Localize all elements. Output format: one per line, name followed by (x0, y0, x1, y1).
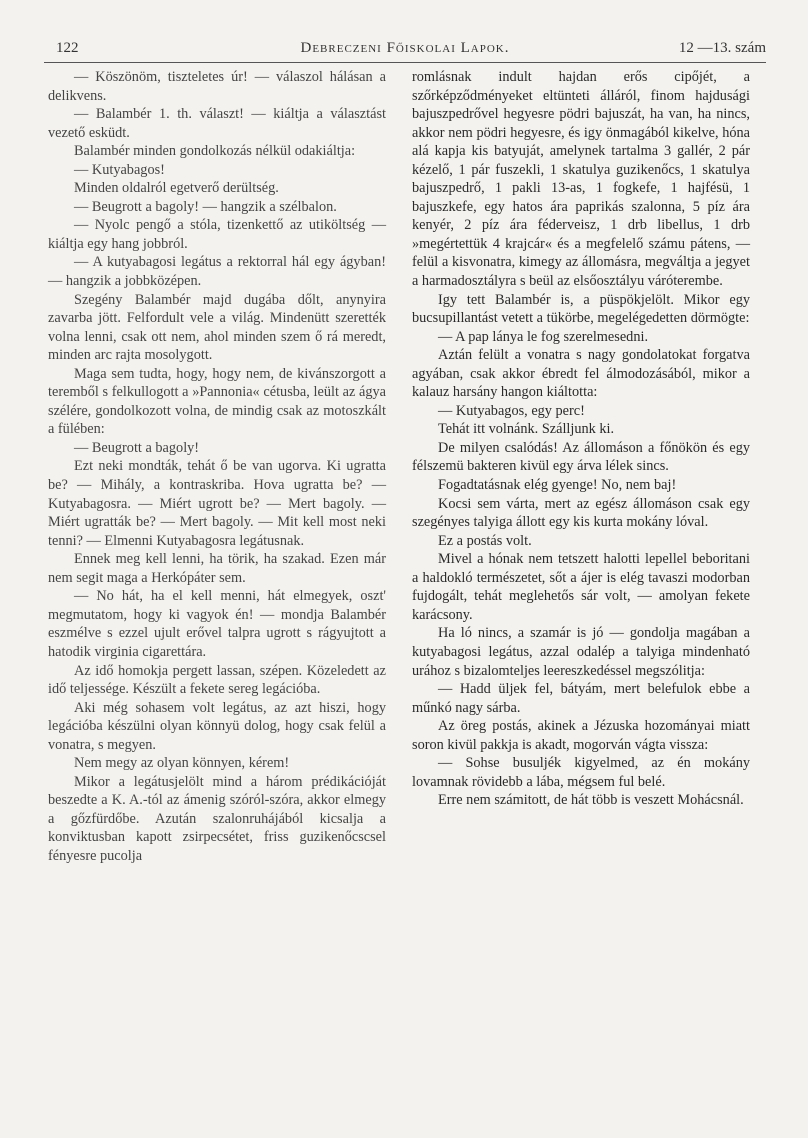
paragraph: Ha ló nincs, a szamár is jó — gondolja magában a kutyabagosi legátus, azzal odalép a talyiga mindenható urához s bizalomteljes leereszkedéssel megszólitja: (412, 625, 750, 679)
paragraph: — Beugrott a bagoly! — hangzik a szélbalon. (74, 198, 337, 215)
paragraph: Tehát itt volnánk. Szálljunk ki. (438, 421, 615, 438)
paragraph: — Sohse busuljék kigyelmed, az én mokány lovamnak rövidebb a lába, mégsem ful belé. (412, 755, 750, 790)
paragraph: De milyen csalódás! Az állomáson a főnökön és egy félszemü bakteren kivül egy árva lélek sincs. (412, 439, 750, 475)
paragraph: — Balambér 1. th. választ! — kiáltja a választást vezető esküdt. (48, 106, 386, 141)
paragraph: Mikor a legátusjelölt mind a három prédikációját beszedte a K. A.-tól az ámenig szóról-szóra, akkor elmegy a gőzfürdőbe. Azután szalonruhájából kicsalja a konviktusban kapott zsirpecsétet, friss guzikenőcscsel fényesre pucolja (48, 773, 386, 864)
paragraph: Szegény Balambér majd dugába dőlt, anynyira zavarba jött. Felfordult vele a világ. Mindenütt szerették volna lenni, csak ott nem, ahol minden szem ő rá meredt, minden arc rajta mosolygott. (48, 291, 386, 364)
paragraph: Aki még sohasem volt legátus, az azt hiszi, hogy legációba készülni olyan könnyü dolog, hogy csak felül a vonatra, s megyen. (48, 699, 386, 753)
paragraph: — Nyolc pengő a stóla, tizenkettő az utiköltség — kiáltja egy hang jobbról. (48, 217, 386, 252)
page-number: 122 (56, 40, 79, 56)
paragraph: Ennek meg kell lenni, ha törik, ha szakad. Ezen már nem segit maga a Herkópáter sem. (48, 551, 386, 586)
right-column (412, 68, 750, 810)
journal-title: Debreczeni Főiskolai Lapok. (300, 40, 510, 56)
issue-number: 12 —13. szám (678, 40, 766, 56)
paragraph: — A kutyabagosi legátus a rektorral hál egy ágyban! — hangzik a jobbközépen. (48, 254, 386, 290)
paragraph: Igy tett Balambér is, a püspökjelölt. Mikor egy bucsupillantást vetett a tükörbe, megelégedetten dörmögte: (412, 291, 750, 327)
paragraph: Mivel a hónak nem tetszett halotti lepellel beboritani a haldokló természetet, sőt a ájer is elég tavaszi modorban fujdogált, tehát meglehetős sár volt, — amolyan fekete karácsony. (412, 551, 750, 623)
paragraph: Nem megy az olyan könnyen, kérem! (74, 755, 290, 772)
paragraph: — Köszönöm, tiszteletes úr! — válaszol hálásan a delikvens. (48, 69, 386, 104)
paragraph: — A pap lánya le fog szerelmesedni. (438, 328, 649, 345)
paragraph: Kocsi sem várta, mert az egész állomáson csak egy szegényes talyiga állott egy kis kurta mokány lóval. (412, 495, 750, 531)
running-header (44, 36, 766, 63)
paragraph: Az idő homokja pergett lassan, szépen. Közeledett az idő teljessége. Készült a fekete sereg legációba. (48, 662, 386, 698)
paragraph: — Beugrott a bagoly! (74, 439, 200, 456)
paragraph: Fogadtatásnak elég gyenge! No, nem baj! (438, 477, 677, 494)
paragraph: — Hadd üljek fel, bátyám, mert belefulok ebbe a műnkó nagy sárba. (412, 681, 750, 716)
paragraph: Az öreg postás, akinek a Jézuska hozományai miatt soron kivül pakkja is akadt, mogorván vágta vissza: (412, 718, 750, 753)
paragraph: Balambér minden gondolkozás nélkül odakiáltja: (74, 143, 356, 160)
paragraph: Aztán felült a vonatra s nagy gondolatokat forgatva agyában, csak akkor ébredt fel álmodozásából, mikor a kalauz harsány hangon kiáltotta: (412, 347, 750, 401)
paragraph: — No hát, ha el kell menni, hát elmegyek, oszt' megmutatom, hogy ki vagyok én! — mondja Balambér eszmélve s ezzel ujult erővel talpra ugrott s rágyujtott a hatodik virginia cigarettára. (48, 588, 386, 660)
paragraph: Maga sem tudta, hogy, hogy nem, de kivánszorgott a teremből s felkullogott a »Pannonia« cétusba, leült az ágya szélére, gondolkozott volna, de mindig csak az motoszkált a fülében: (48, 365, 386, 438)
paragraph: — Kutyabagos, egy perc! (438, 402, 585, 419)
paragraph: Ez a postás volt. (438, 532, 532, 549)
paragraph: — Kutyabagos! (74, 161, 165, 178)
paragraph: romlásnak indult hajdan erős cipőjét, a szőrképződményeket eltünteti álláról, finom hajdusági bajuszpedrővel hegyesre pödri bajuszát, ha van, ha nincs, akkor nem pödri hegyesre, és igy önmagából kikelve, hóna alá kapja kis batyuját, amelynek tartalma 3 gallér, 2 pár kézelő, 1 pár fuszekli, 1 skatulya guzikenőcs, 1 skatulya bajuszpedrő, 1 pakli 13-as, 1 fogkefe, 1 hajfésü, 1 bajuszkefe, egy hatos ára paprikás szalonna, 5 píz ára kenyér, 2 píz ára féderveisz, 1 drb libellus, 1 drb »megértettük 4 krajcár« és a megfelelő számu pátens, — felül a kisvonatra, kimegy az állomásra, megváltja a jegyet a harmadosztályra s beül az elsőosztályu váróterembe. (412, 69, 750, 290)
paragraph: Erre nem számitott, de hát több is veszett Mohácsnál. (438, 792, 744, 809)
left-column (48, 68, 386, 866)
paragraph: Ezt neki mondták, tehát ő be van ugorva. Ki ugratta be? — Mihály, a kontraskriba. Hova ugratta be? — Kutyabagosra. — Miért ugrott be? — Mert bagoly. — Miért ugratták be? — Mert bagoly. — Mit kell most neki tenni? — Elmenni Kutyabagosra legátusnak. (48, 458, 386, 549)
paragraph: Minden oldalról egetverő derültség. (74, 180, 279, 197)
